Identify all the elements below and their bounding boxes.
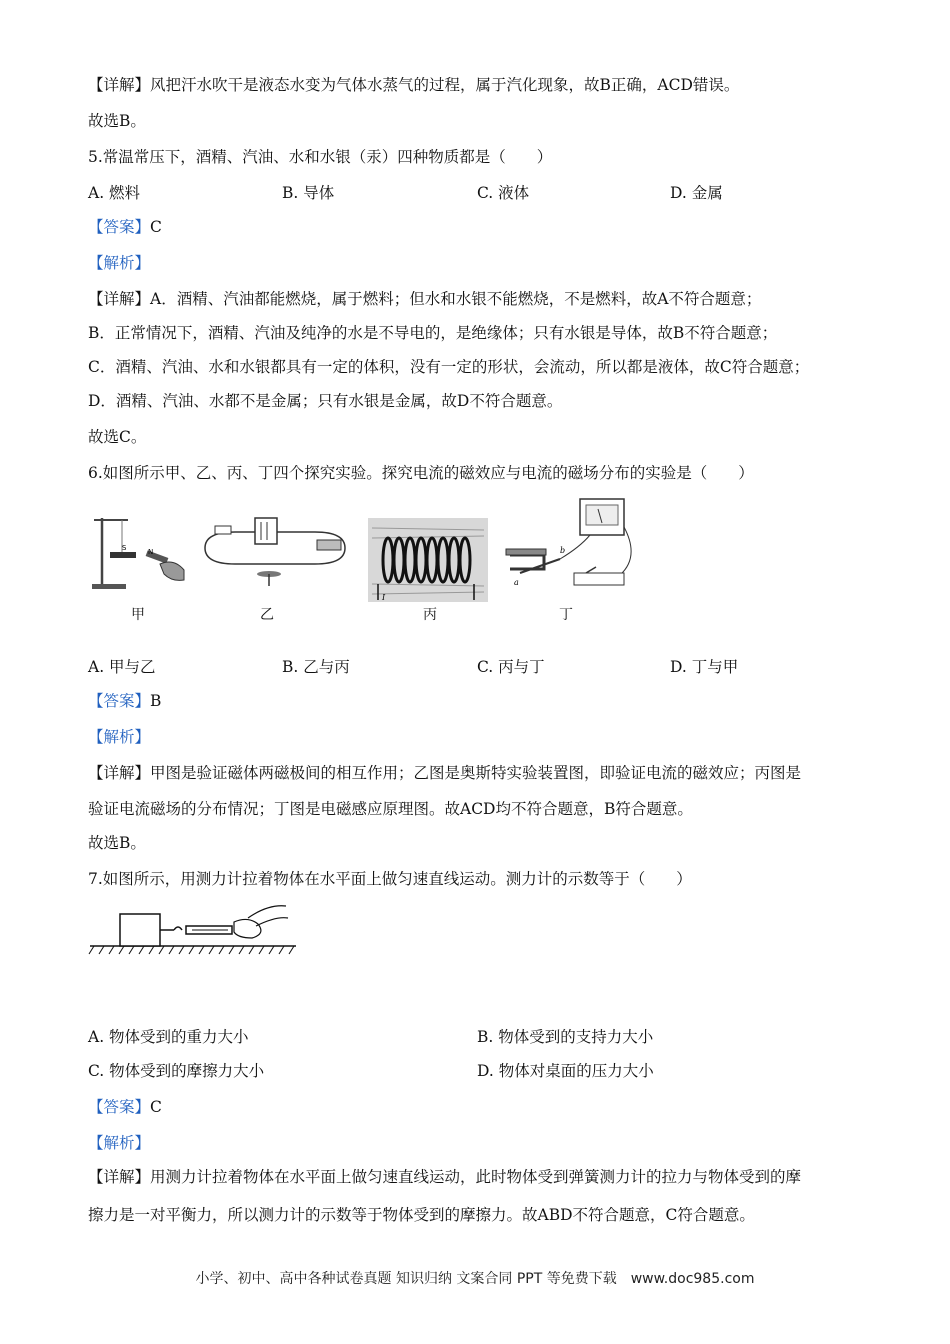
choice-line: 故选B。 [88,112,146,130]
q6-option-a: A. 甲与乙 [88,658,156,676]
detail-line: 【详解】风把汗水吹干是液态水变为气体水蒸气的过程，属于汽化现象，故B正确，ACD错误。 [88,76,740,94]
figure-label-jia: 甲 [131,607,145,623]
q7-detail-1: 【详解】用测力计拉着物体在水平面上做匀速直线运动，此时物体受到弹簧测力计的拉力与物体受到的摩 [88,1168,802,1186]
q7-option-d: D. 物体对桌面的压力大小 [477,1062,654,1080]
page-footer: 小学、初中、高中各种试卷真题 知识归纳 文案合同 PPT 等免费下载 www.doc985.com [195,1271,755,1287]
answer-value: C [150,218,162,236]
q5-analysis-tag: 【解析】 [88,254,151,272]
figure-ding [500,497,645,593]
figure-label-yi: 乙 [260,607,274,623]
q6-option-b: B. 乙与丙 [282,658,350,676]
answer-tag: 【答案】 [88,218,151,236]
answer-value: C [150,1098,162,1116]
q5-detail-4: D．酒精、汽油、水都不是金属；只有水银是金属，故D不符合题意。 [88,392,563,410]
q5-answer [88,216,162,238]
q6-detail-1: 【详解】甲图是验证磁体两磁极间的相互作用；乙图是奥斯特实验装置图，即验证电流的磁效应；丙图是 [88,764,802,782]
s-pole-label: S [122,544,127,552]
q7-analysis-tag: 【解析】 [88,1134,151,1152]
q5-detail-3: C．酒精、汽油、水和水银都具有一定的体积，没有一定的形状，会流动，所以都是液体，故C符合题意； [88,358,810,376]
q7-option-b: B. 物体受到的支持力大小 [477,1028,654,1046]
point-b-label: b [560,546,566,555]
point-a-label: a [514,578,519,587]
figure-jia [88,512,188,592]
q6-detail-2: 验证电流磁场的分布情况；丁图是电磁感应原理图。故ACD均不符合题意，B符合题意。 [88,800,693,818]
q5-option-a: A. 燃料 [88,184,141,202]
figure-label-ding: 丁 [559,607,573,623]
question-7: 7.如图所示，用测力计拉着物体在水平面上做匀速直线运动。测力计的示数等于（ ） [88,870,692,888]
q7-option-a: A. 物体受到的重力大小 [88,1028,249,1046]
q5-option-b: B. 导体 [282,184,335,202]
answer-tag: 【答案】 [88,1098,151,1116]
q7-answer [88,1096,162,1118]
current-label: I [382,593,386,602]
q6-analysis-tag: 【解析】 [88,728,151,746]
figure-label-bing: 丙 [423,607,437,623]
n-pole-label: N [148,548,154,556]
figure-bing [368,518,488,602]
figure-yi [195,512,355,592]
q6-choice: 故选B。 [88,834,146,852]
answer-value: B [150,692,162,710]
q5-choice: 故选C。 [88,428,147,446]
answer-tag: 【答案】 [88,692,151,710]
q5-detail-1: 【详解】A．酒精、汽油都能燃烧，属于燃料；但水和水银不能燃烧，不是燃料，故A不符合题意； [88,290,762,308]
question-6: 6.如图所示甲、乙、丙、丁四个探究实验。探究电流的磁效应与电流的磁场分布的实验是（ ） [88,464,754,482]
q7-detail-2: 擦力是一对平衡力，所以测力计的示数等于物体受到的摩擦力。故ABD不符合题意，C符合题意。 [88,1206,755,1224]
q5-detail-2: B．正常情况下，酒精、汽油及纯净的水是不导电的，是绝缘体；只有水银是导体，故B不符合题意； [88,324,778,342]
q5-option-c: C. 液体 [477,184,530,202]
question-5: 5.常温常压下，酒精、汽油、水和水银（汞）四种物质都是（ ） [88,148,553,166]
q6-option-d: D. 丁与甲 [670,658,739,676]
q5-option-d: D. 金属 [670,184,723,202]
q6-option-c: C. 丙与丁 [477,658,545,676]
q7-option-c: C. 物体受到的摩擦力大小 [88,1062,265,1080]
figure-q7 [88,896,298,956]
q6-answer [88,690,161,712]
